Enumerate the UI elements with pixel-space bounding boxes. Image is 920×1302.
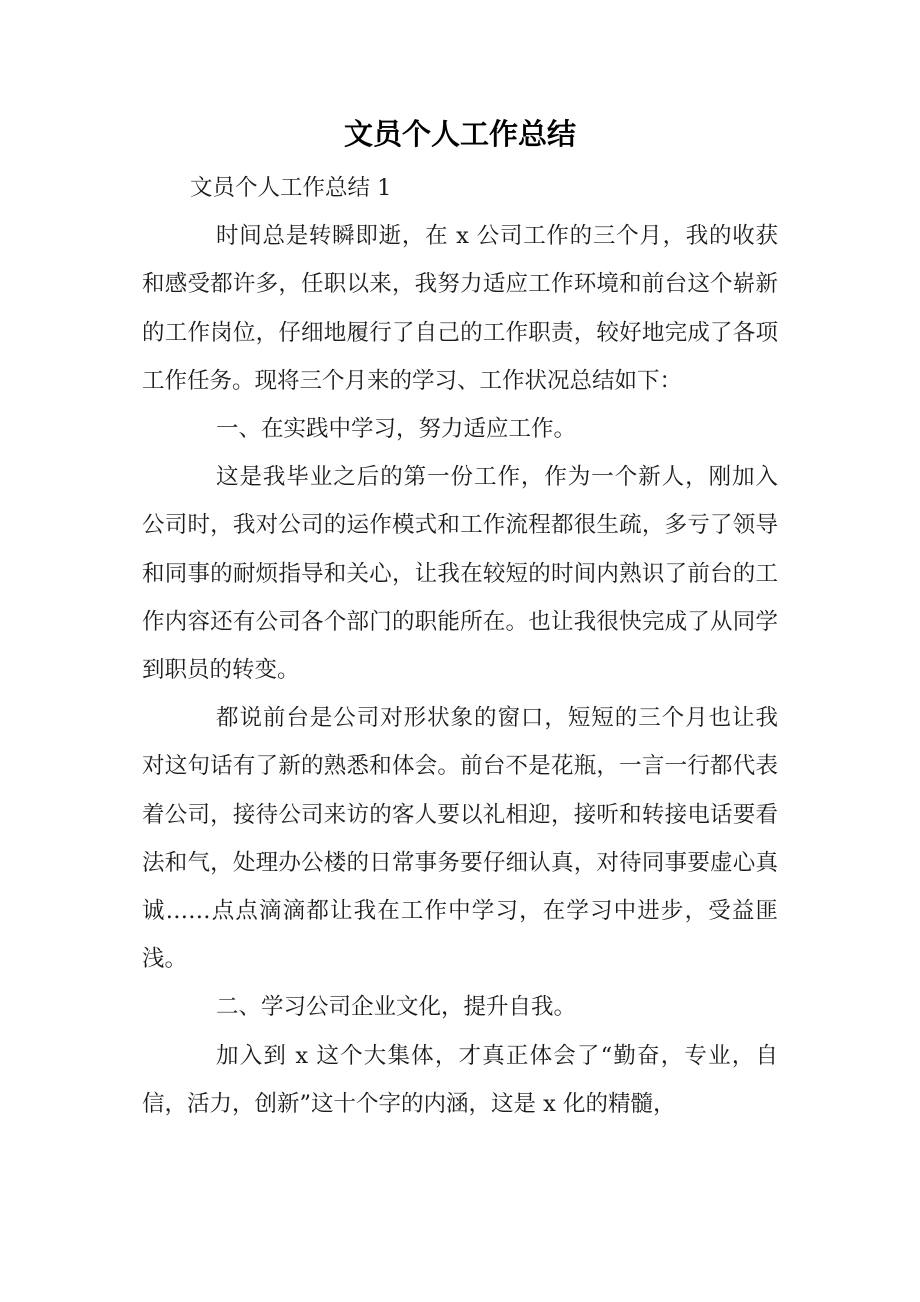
- document-subtitle: 文员个人工作总结 1: [190, 175, 392, 201]
- paragraph-front-desk: 都说前台是公司对形状象的窗口，短短的三个月也让我对这句话有了新的熟悉和体会。前台不是花瓶，一言一行都代表着公司，接待公司来访的客人要以礼相迎，接听和转接电话要看法和气，处理办公楼的日常事务要仔细认真，对待同事要虚心真诚……点点滴滴都让我在工作中学习，在学习中进步，受益匪浅。: [142, 705, 778, 973]
- section-heading-2: 二、学习公司企业文化，提升自我。: [216, 994, 577, 1021]
- paragraph-practice: 这是我毕业之后的第一份工作，作为一个新人，刚加入公司时，我对公司的运作模式和工作流程都很生疏，多亏了领导和同事的耐烦指导和关心，让我在较短的时间内熟识了前台的工作内容还有公司各个部门的职能所在。也让我很快完成了从同学到职员的转变。: [142, 464, 778, 684]
- paragraph-culture: 加入到 x 这个大集体，才真正体会了“勤奋，专业，自信，活力，创新”这十个字的内涵，这是 x 化的精髓，: [142, 1042, 778, 1117]
- document-title: 文员个人工作总结: [343, 117, 576, 151]
- document-body: [142, 164, 778, 1128]
- paragraph-intro: 时间总是转瞬即逝，在 x 公司工作的三个月，我的收获和感受都许多，任职以来，我努力适应工作环境和前台这个崭新的工作岗位，仔细地履行了自己的工作职责，较好地完成了各项工作任务。现将三个月来的学习、工作状况总结如下：: [142, 223, 778, 394]
- section-heading-1: 一、在实践中学习，努力适应工作。: [216, 416, 577, 443]
